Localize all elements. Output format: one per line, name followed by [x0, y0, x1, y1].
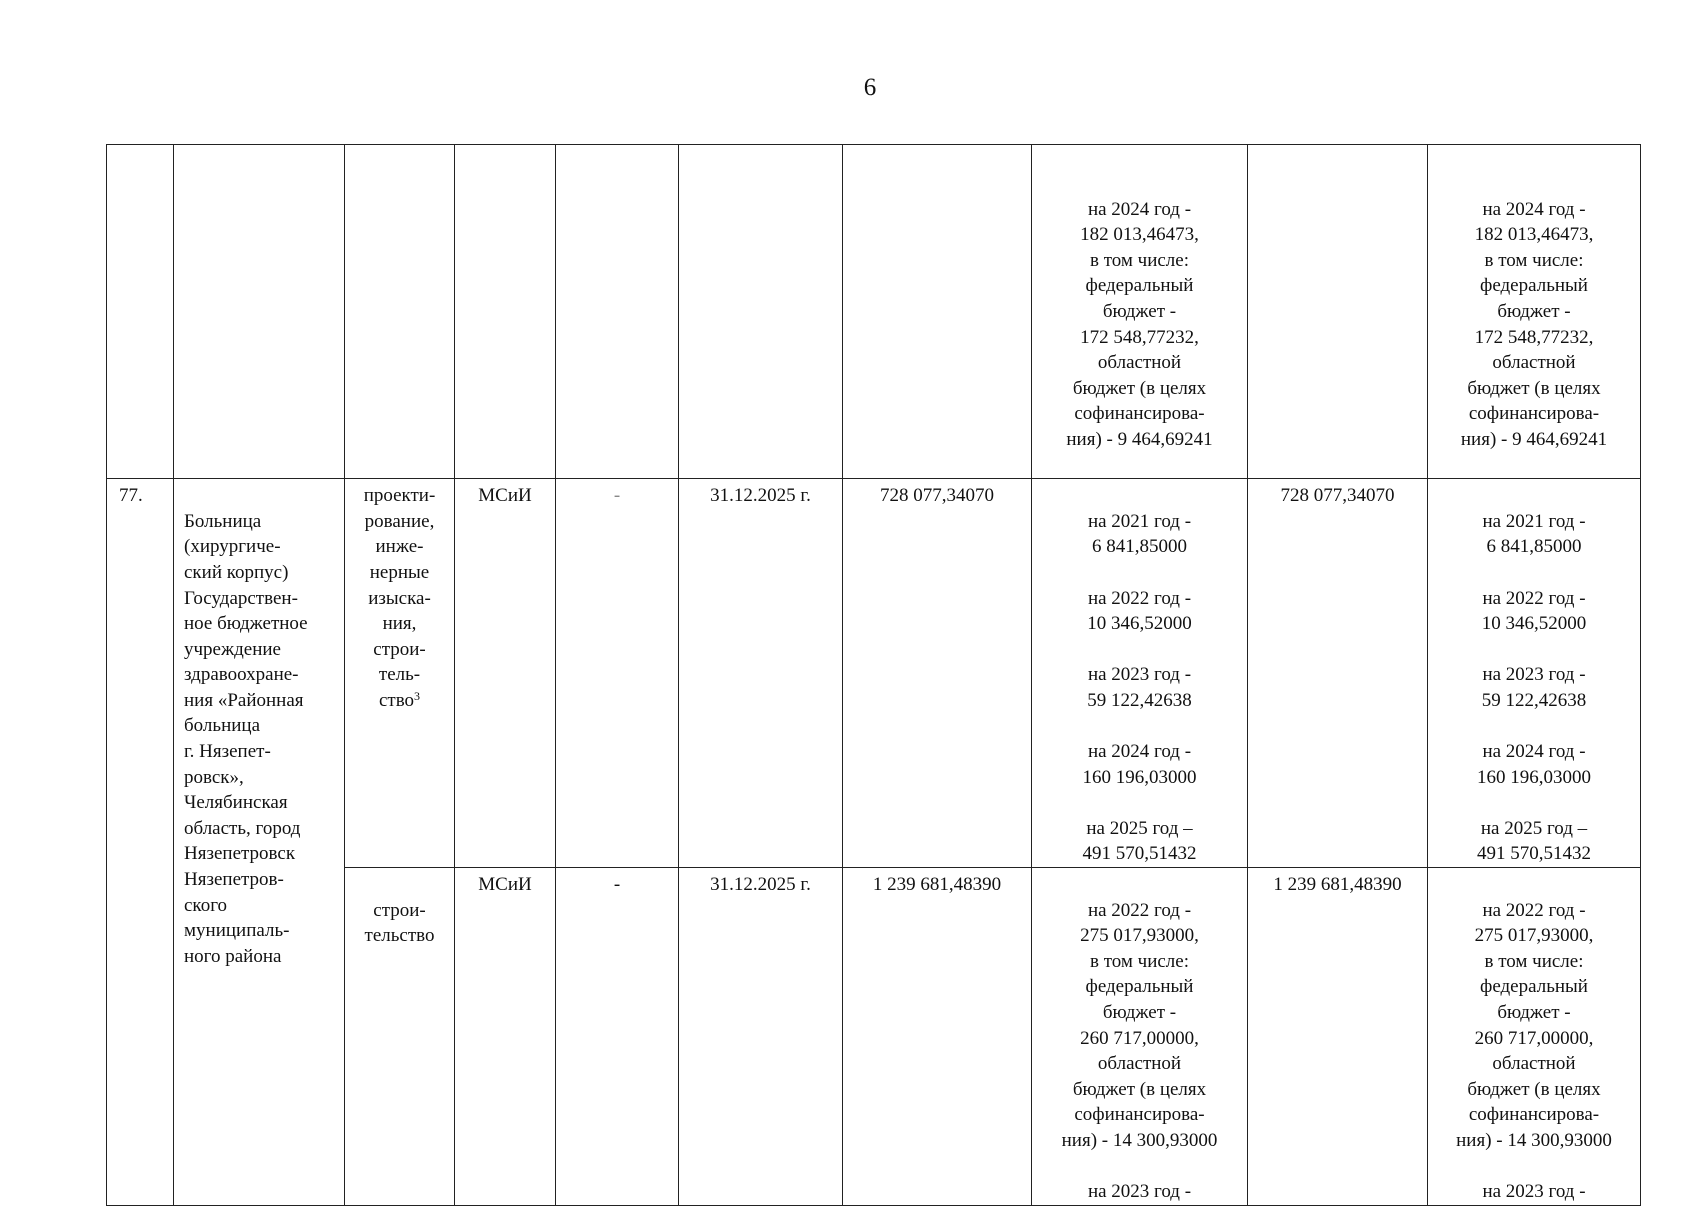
approved-cost — [1248, 479, 1428, 868]
estimated-cost-text: 728 077,34070 — [880, 485, 994, 507]
work-type — [345, 479, 455, 868]
planned-by-year-text: на 2024 год - 182 013,46473, в том числе: федеральный бюджет - 172 548,77232, областной бюджет (в целях софинансирова- ния) - 9 464,69241 — [1066, 198, 1213, 450]
page-number: 6 — [863, 74, 877, 101]
approved-by-year-text: на 2024 год - 182 013,46473, в том числе: федеральный бюджет - 172 548,77232, областной бюджет (в целях софинансирова- ния) - 9 464,69241 — [1460, 198, 1608, 450]
customer-text: МСиИ — [478, 874, 532, 896]
approved-cost-text: 1 239 681,48390 — [1273, 874, 1402, 896]
footnote-mark: 3 — [414, 688, 421, 703]
capacity-text: - — [613, 485, 621, 507]
cell-number — [107, 145, 174, 479]
deadline — [679, 868, 843, 1206]
customer — [455, 479, 556, 868]
work-type — [345, 868, 455, 1206]
planned-by-year — [1032, 868, 1248, 1206]
deadline-text: 31.12.2025 г. — [710, 874, 811, 896]
approved-cost — [1248, 868, 1428, 1206]
approved-by-year — [1428, 479, 1641, 868]
deadline — [679, 479, 843, 868]
approved-cost-text: 728 077,34070 — [1280, 485, 1395, 507]
table-row — [107, 479, 1641, 868]
cell-customer — [455, 145, 556, 479]
object-name — [174, 479, 345, 1206]
cell-planned-by-year — [1032, 145, 1248, 479]
cell-approved-by-year — [1428, 145, 1641, 479]
row-number-text: 77. — [119, 485, 143, 507]
cell-work-type — [345, 145, 455, 479]
planned-by-year-text: на 2022 год - 275 017,93000, в том числе: федеральный бюджет - 260 717,00000, областной бюджет (в целях софинансирова- ния) - 14 300,93000 на 2023 год - — [1061, 899, 1218, 1203]
work-type-text: проекти- рование, инже- нерные изыска- ния, строи- тель- ство — [363, 485, 436, 711]
row-number — [107, 479, 174, 1206]
continuation-row — [107, 145, 1641, 479]
planned-by-year-text: на 2021 год - 6 841,85000 на 2022 год - 10 346,52000 на 2023 год - 59 122,42638 на 2024 год - 160 196,03000 на 2025 год – 491 570,51432 — [1082, 510, 1197, 865]
cell-capacity — [556, 145, 679, 479]
planned-by-year — [1032, 479, 1248, 868]
cell-deadline — [679, 145, 843, 479]
investment-table — [106, 144, 1641, 1206]
customer — [455, 868, 556, 1206]
work-type-text: строи- тельство — [364, 899, 435, 947]
approved-by-year — [1428, 868, 1641, 1206]
estimated-cost — [843, 868, 1032, 1206]
capacity-text: - — [613, 874, 621, 896]
capacity — [556, 479, 679, 868]
customer-text: МСиИ — [478, 485, 532, 507]
cell-approved-cost — [1248, 145, 1428, 479]
object-name-text: Больница (хирургиче- ский корпус) Государствен- ное бюджетное учреждение здравоохране- ния «Районная больница г. Нязепет- ровск», Челябинская область, город Нязепетровск Нязепетров- ского муниципаль- ного района — [184, 510, 308, 967]
cell-estimated-cost — [843, 145, 1032, 479]
approved-by-year-text: на 2022 год - 275 017,93000, в том числе: федеральный бюджет - 260 717,00000, областной бюджет (в целях софинансирова- ния) - 14 300,93000 на 2023 год - — [1456, 899, 1612, 1203]
capacity — [556, 868, 679, 1206]
estimated-cost-text: 1 239 681,48390 — [872, 874, 1002, 896]
estimated-cost — [843, 479, 1032, 868]
cell-object-name — [174, 145, 345, 479]
deadline-text: 31.12.2025 г. — [710, 485, 811, 507]
approved-by-year-text: на 2021 год - 6 841,85000 на 2022 год - 10 346,52000 на 2023 год - 59 122,42638 на 2024 год - 160 196,03000 на 2025 год – 491 570,51432 — [1477, 510, 1591, 865]
